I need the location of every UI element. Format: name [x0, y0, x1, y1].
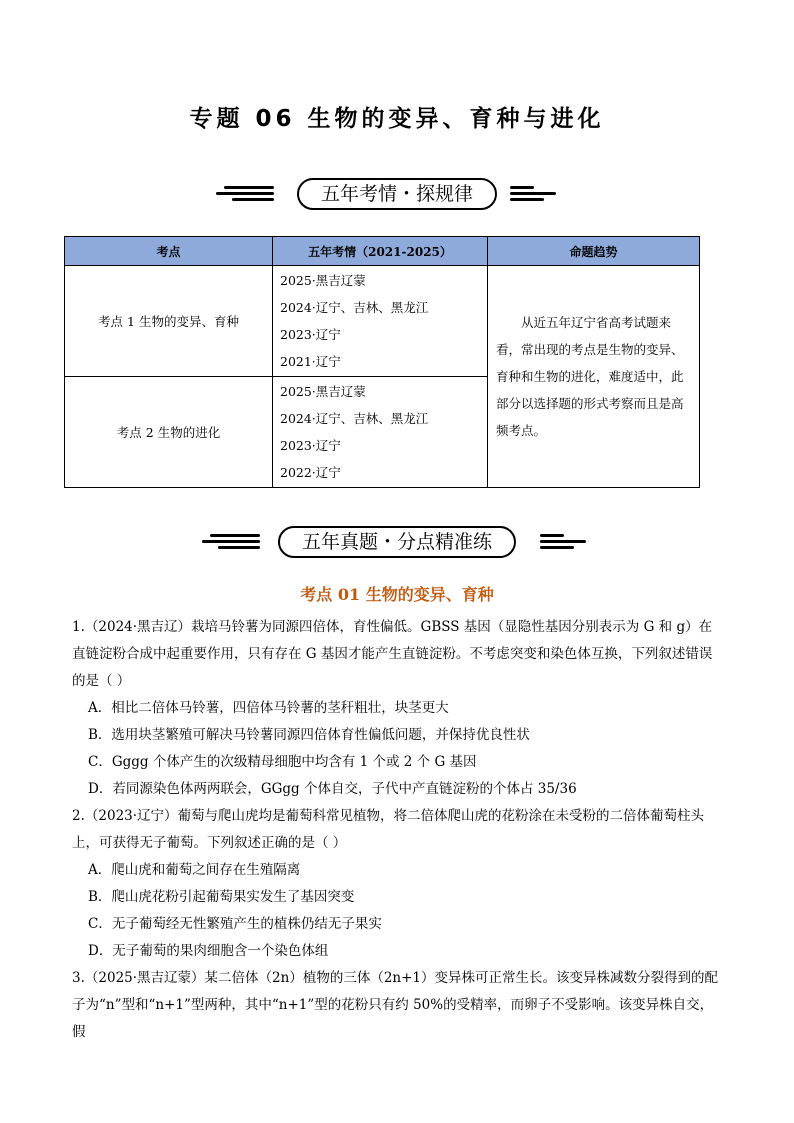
question-2: [72, 803, 724, 965]
option-b: B．爬山虎花粉引起葡萄果实发生了基因突变: [88, 889, 355, 905]
banner-label: 五年真题・分点精准练: [278, 526, 516, 558]
exam-trend-table: [64, 236, 700, 488]
question-text: 葡萄与爬山虎均是葡萄科常见植物，将二倍体爬山虎的花粉涂在未受粉的二倍体葡萄柱头上，可获得无子葡萄。下列叙述正确的是（ ）: [72, 808, 705, 851]
section-banner-1: [0, 178, 794, 212]
section-title: 考点 01 生物的变异、育种: [300, 585, 494, 604]
right-decoration: [540, 534, 586, 550]
exam-point-cell: 考点 2 生物的进化: [65, 377, 273, 488]
year-entry: 2023·辽宁: [280, 327, 341, 342]
question-number: 1.: [72, 619, 85, 635]
left-decoration: [216, 186, 274, 202]
left-decoration: [202, 534, 260, 550]
section-banner-2: [0, 526, 794, 560]
question-stem: [72, 803, 724, 857]
column-header-trend: 命题趋势: [488, 237, 700, 266]
question-stem: [72, 614, 724, 695]
year-entry: 2021·辽宁: [280, 354, 341, 369]
question-source: （2023·辽宁）: [84, 808, 178, 824]
column-header-point: 考点: [65, 237, 273, 266]
question-text: 某二倍体（2n）植物的三体（2n+1）变异株可正常生长。该变异株减数分裂得到的配子为“n”型和“n+1”型两种，其中“n+1”型的花粉只有约 50%的受精率，而卵子不受影响。该变异株自交，假: [72, 970, 719, 1040]
question-3: [72, 965, 724, 1046]
option-c: C．无子葡萄经无性繁殖产生的植株仍结无子果实: [88, 916, 382, 932]
years-cell: [273, 266, 488, 377]
question-1: [72, 614, 724, 803]
table-row: [65, 266, 700, 377]
page-title: 专题 06 生物的变异、育种与进化: [189, 106, 605, 132]
year-entry: 2022·辽宁: [280, 465, 341, 480]
trend-cell: 从近五年辽宁省高考试题来看，常出现的考点是生物的变异、育种和生物的进化，难度适中，此部分以选择题的形式考察而且是高频考点。: [488, 266, 700, 488]
right-decoration: [510, 186, 556, 202]
banner-label: 五年考情・探规律: [297, 178, 497, 210]
question-number: 2.: [72, 808, 85, 824]
question-text: 栽培马铃薯为同源四倍体，育性偏低。GBSS 基因（显隐性基因分别表示为 G 和 g）在直链淀粉合成中起重要作用，只有存在 G 基因才能产生直链淀粉。不考虑突变和染色体互换，下列叙述错误的是（ ）: [72, 619, 713, 689]
question-stem: [72, 965, 724, 1046]
year-entry: 2024·辽宁、吉林、黑龙江: [280, 411, 429, 426]
year-entry: 2023·辽宁: [280, 438, 341, 453]
option-d: D．无子葡萄的果肉细胞含一个染色体组: [88, 943, 329, 959]
option-a: A．相比二倍体马铃薯，四倍体马铃薯的茎秆粗壮，块茎更大: [88, 700, 449, 716]
question-number: 3.: [72, 970, 85, 986]
option-a: A．爬山虎和葡萄之间存在生殖隔离: [88, 862, 301, 878]
question-source: （2024·黑吉辽）: [84, 619, 192, 635]
year-entry: 2024·辽宁、吉林、黑龙江: [280, 300, 429, 315]
option-d: D．若同源染色体两两联会，GGgg 个体自交，子代中产直链淀粉的个体占 35/36: [88, 781, 577, 797]
exam-point-cell: 考点 1 生物的变异、育种: [65, 266, 273, 377]
year-entry: 2025·黑吉辽蒙: [280, 273, 366, 288]
year-entry: 2025·黑吉辽蒙: [280, 384, 366, 399]
option-b: B．选用块茎繁殖可解决马铃薯同源四倍体育性偏低问题，并保持优良性状: [88, 727, 530, 743]
years-cell: [273, 377, 488, 488]
question-source: （2025·黑吉辽蒙）: [84, 970, 205, 986]
column-header-years: 五年考情（2021-2025）: [273, 237, 488, 266]
option-c: C．Gggg 个体产生的次级精母细胞中均含有 1 个或 2 个 G 基因: [88, 754, 477, 770]
